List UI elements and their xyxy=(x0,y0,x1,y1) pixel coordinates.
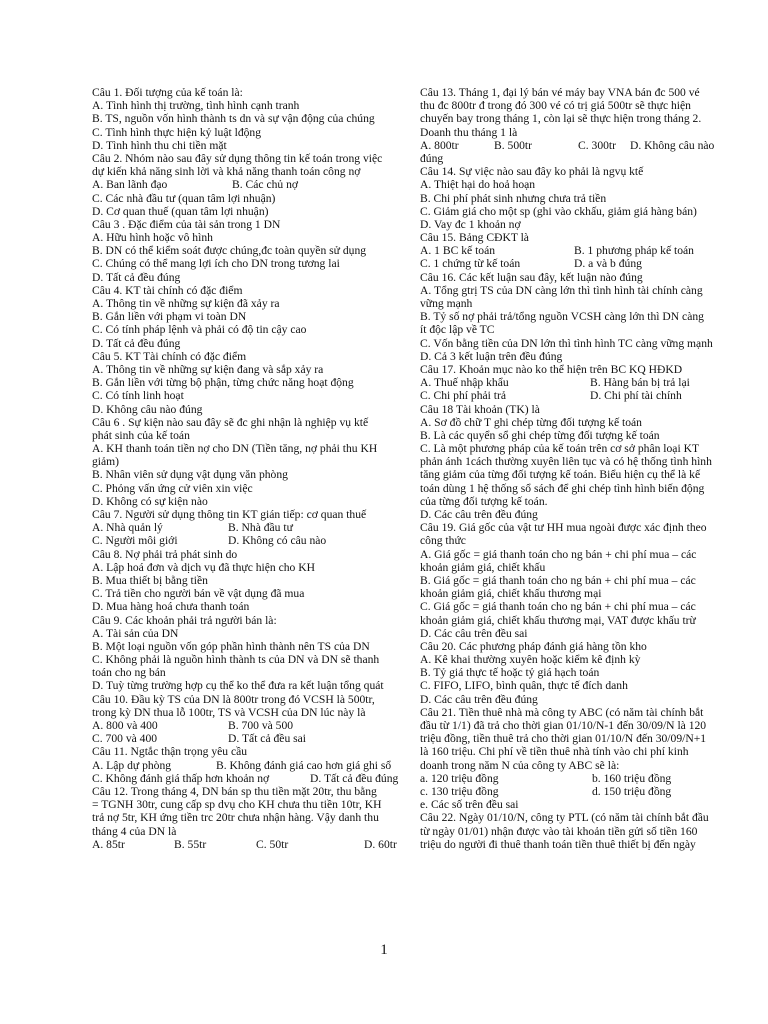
text-line: D. Vay đc 1 khoản nợ xyxy=(420,217,521,231)
text-line: B. Nhân viên sử dụng vật dụng văn phòng xyxy=(92,468,288,482)
text-line: thu đc 800tr đ trong đó 300 vé có trị giá 500tr sẽ thực hiện xyxy=(420,99,691,113)
text-line: A. Giá gốc = giá thanh toán cho ng bán + chi phí mua – các xyxy=(420,547,697,561)
answer-option: B. 1 phương pháp kế toán xyxy=(574,244,694,258)
text-line: D. Các câu trên đều sai xyxy=(420,626,528,640)
text-line: khoản giảm giá, chiết khấu thương mại, VAT được khấu trừ xyxy=(420,613,696,627)
text-line: chuyến bay trong tháng 1, còn lại sẽ thực hiện trong tháng 2. xyxy=(420,112,702,126)
text-line: Câu 17. Khoản mục nào ko thể hiện trên BC KQ HĐKD xyxy=(420,362,683,376)
text-line: D. Tuỳ từng trường hợp cụ thể ko thể đưa ra kết luận tổng quát xyxy=(92,679,384,693)
answer-options-row xyxy=(420,772,742,785)
answer-option: D. Tất cả đều đúng xyxy=(310,771,399,785)
text-line: A. Kê khai thường xuyên hoặc kiểm kê định kỳ xyxy=(420,653,641,667)
text-line: D. Tất cả đều đúng xyxy=(92,336,181,350)
text-line: trả nợ 5tr, KH ứng tiền trc 20tr chưa nhận hàng. Vậy danh thu xyxy=(92,811,379,825)
answer-options-row xyxy=(92,534,408,547)
text-line: đầu từ 1/1) đã trả cho thời gian 01/10/N-1 đến 30/09/N là 120 xyxy=(420,719,707,732)
text-line: Câu 7. Người sử dụng thông tin KT gián tiếp: cơ quan thuế xyxy=(92,508,367,521)
text-line: = TGNH 30tr, cung cấp sp dvụ cho KH chưa thu tiền 10tr, KH xyxy=(92,798,382,812)
text-line: A. Tổng gtrị TS của DN càng lớn thì tình hình tài chính càng xyxy=(420,283,703,297)
right-column xyxy=(420,86,742,851)
text-line: D. Cơ quan thuế (quan tâm lợi nhuận) xyxy=(92,204,269,218)
answer-option: C. Chi phí phải trả xyxy=(420,389,506,403)
answer-options-row xyxy=(420,244,742,257)
text-line: Câu 4. KT tài chính có đặc điểm xyxy=(92,283,243,297)
text-line: B. Chi phí phát sinh nhưng chưa trả tiền xyxy=(420,191,607,205)
answer-option: D. a và b đúng xyxy=(574,257,642,271)
text-line: Câu 21. Tiền thuê nhà mà công ty ABC (có năm tài chính bắt xyxy=(420,705,704,719)
text-line: A. Thông tin về những sự kiện đã xảy ra xyxy=(92,297,280,310)
text-line: Câu 10. Đầu kỳ TS của DN là 800tr trong đó VCSH là 500tr, xyxy=(92,692,375,706)
text-line: D. Các câu trên đều đúng xyxy=(420,508,538,521)
text-line: D. Mua hàng hoá chưa thanh toán xyxy=(92,600,250,614)
answer-option: D. Không câu nào xyxy=(630,138,715,152)
answer-option: A. Lập dự phòng xyxy=(92,758,172,772)
answer-options-row xyxy=(92,838,408,851)
answer-option: D. Tất cả đều sai xyxy=(228,732,307,746)
answer-option: B. Các chủ nợ xyxy=(232,178,299,192)
text-line: triệu do người đi thuê thanh toán tiền thuê thiết bị đến ngày xyxy=(420,837,696,851)
text-line: B. DN có thể kiểm soát được chúng,đc toàn quyền sử dụng xyxy=(92,244,367,258)
answer-option: A. 800tr xyxy=(420,138,459,152)
answer-options-row xyxy=(92,719,408,732)
text-line: Câu 13. Tháng 1, đại lý bán vé máy bay VNA bán đc 500 vé xyxy=(420,86,700,99)
text-line: B. Giá gốc = giá thanh toán cho ng bán + chi phí mua – các xyxy=(420,573,696,587)
text-line: e. Các số trên đều sai xyxy=(420,798,519,812)
text-line: C. Phỏng vấn ứng cử viên xin việc xyxy=(92,481,253,495)
text-line: C. Giảm giá cho một sp (ghi vào ckhấu, giảm giá hàng bán) xyxy=(420,204,697,218)
text-line: C. Trả tiền cho người bán về vật dụng đã mua xyxy=(92,587,305,601)
text-line: Câu 15. Bảng CĐKT là xyxy=(420,231,529,245)
answer-option: c. 130 triệu đồng xyxy=(420,784,499,798)
text-line: doanh trong năm N của công ty ABC sẽ là: xyxy=(420,758,620,772)
text-line: tháng 4 của DN là xyxy=(92,824,177,838)
text-line: Câu 6 . Sự kiện nào sau đây sẽ đc ghi nhận là nghiệp vụ ktế xyxy=(92,415,369,429)
answer-options-row xyxy=(92,521,408,534)
text-line: Câu 3 . Đặc điểm của tài sản trong 1 DN xyxy=(92,217,281,231)
answer-option: C. 50tr xyxy=(256,837,289,851)
text-line: Câu 5. KT Tài chính có đặc điểm xyxy=(92,349,247,363)
text-line: ít độc lập về TC xyxy=(420,323,495,337)
text-line: Câu 16. Các kết luận sau đây, kết luận nào đúng xyxy=(420,270,643,284)
answer-options-row xyxy=(92,178,408,191)
text-line: công thức xyxy=(420,534,466,548)
text-line: khoản giảm giá, chiết khấu thương mại xyxy=(420,587,602,601)
text-line: B. Một loại nguồn vốn góp phần hình thành nên TS của DN xyxy=(92,639,370,653)
answer-option: d. 150 triệu đồng xyxy=(592,784,672,798)
text-line: toán dùng 1 hệ thống sổ sách để ghi chép tình hình biến động xyxy=(420,481,705,495)
answer-option: A. Ban lãnh đạo xyxy=(92,178,168,192)
text-line: phát sinh của kế toán xyxy=(92,428,190,442)
answer-option: A. 1 BC kế toán xyxy=(420,244,496,258)
answer-option: A. Nhà quản lý xyxy=(92,521,163,535)
text-line: B. Gắn liền với từng bộ phận, từng chức năng hoạt động xyxy=(92,376,354,390)
text-line: vững mạnh xyxy=(420,297,473,310)
text-line: Câu 8. Nợ phải trả phát sinh do xyxy=(92,547,238,561)
text-line: phản ánh 1cách thường xuyên liên tục và có hệ thống tình hình xyxy=(420,455,712,469)
text-line: Câu 14. Sự việc nào sau đây ko phải là ngvụ ktế xyxy=(420,165,644,179)
answer-option: b. 160 triệu đồng xyxy=(592,771,672,785)
text-line: triệu đồng, tiền thuê trả cho thời gian 01/10/N đến 30/09/N+1 xyxy=(420,732,707,746)
text-line: C. Không phải là nguồn hình thành ts của DN và DN sẽ thanh xyxy=(92,653,380,667)
answer-options-row xyxy=(420,785,742,798)
answer-options-row xyxy=(420,139,742,152)
page-number: 1 xyxy=(380,942,388,958)
text-line: D. Cả 3 kết luận trên đều đúng xyxy=(420,349,563,363)
text-line: A. Tình hình thị trường, tình hình cạnh tranh xyxy=(92,99,300,113)
answer-option: B. Hàng bán bị trả lại xyxy=(590,376,690,390)
text-line: của từng đối tượng kế toán. xyxy=(420,494,548,508)
answer-option: C. Người môi giới xyxy=(92,534,178,548)
text-line: A. Thông tin về những sự kiện đang và sắp xảy ra xyxy=(92,362,324,376)
text-line: D. Không câu nào đúng xyxy=(92,402,203,416)
text-line: A. Thiệt hại do hoả hoạn xyxy=(420,178,536,192)
text-line: B. Tỷ giá thực tế hoặc tỷ giá hạch toán xyxy=(420,666,600,680)
answer-option: D. Chi phí tài chính xyxy=(590,389,682,403)
answer-options-row xyxy=(420,376,742,389)
answer-option: C. 300tr xyxy=(578,138,617,152)
text-line: là 160 triệu. Chi phí về tiền thuê nhà tính vào chi phí kinh xyxy=(420,745,689,759)
text-line: C. Là một phương pháp của kế toán trên cơ sở phân loại KT xyxy=(420,442,700,456)
text-line: A. Hữu hình hoặc vô hình xyxy=(92,231,213,245)
text-line: B. Gắn liền với phạm vi toàn DN xyxy=(92,310,247,324)
answer-option: B. 500tr xyxy=(494,138,533,152)
text-line: dự kiến khả năng sinh lời và khả năng thanh toán công nợ xyxy=(92,165,361,179)
text-line: D. Không có sự kiện nào xyxy=(92,494,208,508)
answer-option: A. 85tr xyxy=(92,837,125,851)
text-line: từ ngày 01/01) nhận được vào tài khoản tiền gửi số tiền 160 xyxy=(420,824,698,838)
answer-option: A. Thuế nhập khẩu xyxy=(420,376,509,390)
text-line: D. Tình hình thu chi tiền mặt xyxy=(92,138,227,152)
answer-option: B. Không đánh giá cao hơn giá ghi sổ xyxy=(216,758,392,772)
text-line: C. FIFO, LIFO, bình quân, thực tế đích danh xyxy=(420,679,628,693)
text-line: Câu 20. Các phương pháp đánh giá hàng tồn kho xyxy=(420,639,647,653)
text-line: đúng xyxy=(420,151,444,165)
answer-option: B. 700 và 500 xyxy=(228,719,294,732)
text-line: toán cho ng bán xyxy=(92,666,166,680)
text-line: tăng giảm của từng đối tượng kế toán. Biểu hiện cụ thể là kế xyxy=(420,468,701,482)
text-line: B. Mua thiết bị bằng tiền xyxy=(92,573,208,587)
text-line: Câu 1. Đối tượng của kế toán là: xyxy=(92,86,243,99)
answer-option: B. 55tr xyxy=(174,837,207,851)
text-line: A. KH thanh toán tiền nợ cho DN (Tiền tăng, nợ phải thu KH xyxy=(92,442,378,456)
text-line: Câu 19. Giá gốc của vật tư HH mua ngoài được xác định theo xyxy=(420,521,707,535)
text-line: C. Vốn bằng tiền của DN lớn thì tình hình TC càng vững mạnh xyxy=(420,336,713,350)
text-line: Câu 12. Trong tháng 4, DN bán sp thu tiền mặt 20tr, thu bằng xyxy=(92,784,377,798)
answer-option: D. Không có câu nào xyxy=(228,534,327,548)
text-line: C. Có tính pháp lệnh và phải có độ tin cậy cao xyxy=(92,323,307,337)
text-line: A. Tài sản của DN xyxy=(92,626,179,640)
text-line: giảm) xyxy=(92,455,120,469)
answer-option: D. 60tr xyxy=(364,837,397,851)
left-column xyxy=(92,86,408,851)
answer-option: C. 700 và 400 xyxy=(92,732,158,746)
answer-option: A. 800 và 400 xyxy=(92,719,158,732)
text-line: Câu 9. Các khoản phải trả người bán là: xyxy=(92,613,277,627)
text-line: B. Là các quyển sổ ghi chép từng đối tượng kế toán xyxy=(420,428,660,442)
text-line: Câu 2. Nhóm nào sau đây sử dụng thông tin kế toán trong việc xyxy=(92,151,383,165)
text-line: trong kỳ DN thua lỗ 100tr, TS và VCSH của DN lúc này là xyxy=(92,705,366,719)
text-line: D. Tất cả đều đúng xyxy=(92,270,181,284)
answer-option: C. Không đánh giá thấp hơn khoản nợ xyxy=(92,771,270,785)
text-line: A. Lập hoá đơn và dịch vụ đã thực hiện cho KH xyxy=(92,560,315,574)
text-line: Câu 18 Tài khoản (TK) là xyxy=(420,402,540,416)
text-line: C. Có tính linh hoạt xyxy=(92,389,184,403)
answer-option: C. 1 chứng từ kế toán xyxy=(420,257,521,271)
text-line: Câu 22. Ngày 01/10/N, công ty PTL (có năm tài chính bắt đầu xyxy=(420,811,709,825)
text-line: B. Tỷ số nợ phải trả/tổng nguồn VCSH càng lớn thì DN càng xyxy=(420,310,704,324)
text-line: C. Giá gốc = giá thanh toán cho ng bán + chi phí mua – các xyxy=(420,600,696,614)
answer-options-row xyxy=(92,772,408,785)
text-line: Doanh thu tháng 1 là xyxy=(420,125,518,139)
answer-options-row xyxy=(92,732,408,745)
answer-options-row xyxy=(420,257,742,270)
text-line: Câu 11. Ngtắc thận trọng yêu cầu xyxy=(92,745,248,759)
text-line: khoản giảm giá, chiết khấu xyxy=(420,560,546,574)
text-line: D. Các câu trên đều đúng xyxy=(420,692,538,706)
text-line: C. Tình hình thực hiện kỷ luật lđộng xyxy=(92,125,262,139)
text-line: C. Các nhà đầu tư (quan tâm lợi nhuận) xyxy=(92,191,276,205)
text-line: B. TS, nguồn vốn hình thành ts dn và sự vận động của chúng xyxy=(92,112,375,126)
text-line: A. Sơ đồ chữ T ghi chép từng đối tượng kế toán xyxy=(420,415,642,429)
answer-options-row xyxy=(92,759,408,772)
answer-option: a. 120 triệu đồng xyxy=(420,771,499,785)
answer-option: B. Nhà đầu tư xyxy=(228,521,293,535)
answer-options-row xyxy=(420,389,742,402)
text-line: C. Chúng có thể mang lợi ích cho DN trong tương lai xyxy=(92,257,340,271)
